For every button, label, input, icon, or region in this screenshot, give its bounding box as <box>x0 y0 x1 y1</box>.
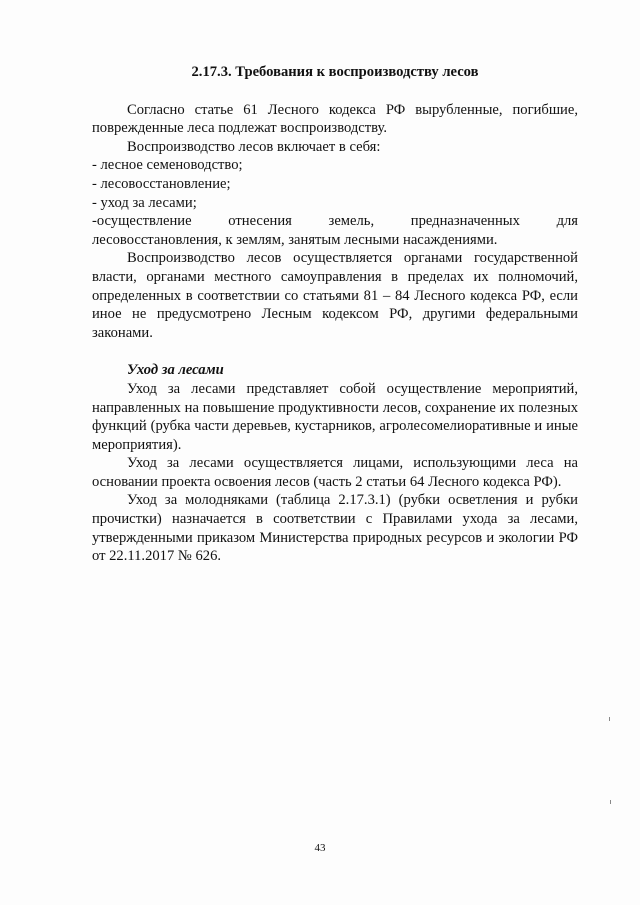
subsection-paragraph-2: Уход за лесами осуществляется лицами, использующими леса на основании проекта освоения лесов (часть 2 статьи 64 Лесного кодекса РФ). <box>92 455 578 490</box>
subsection-paragraph-3: Уход за молодняками (таблица 2.17.3.1) (рубки осветления и рубки прочистки) назначается в соответствии с Правилами ухода за лесами, утвержденными приказом Министерства природных ресурсов и экологии РФ от 22.11.2017 № 626. <box>92 492 578 565</box>
paragraph-1: Согласно статье 61 Лесного кодекса РФ вырубленные, погибшие, поврежденные леса подлежат воспроизводству. <box>92 101 578 137</box>
page-content <box>92 63 578 566</box>
list-item-1: - лесное семеноводство; <box>92 157 243 174</box>
section-heading: 2.17.3. Требования к воспроизводству лесов <box>191 64 479 80</box>
list-item-2: - лесовосстановление; <box>92 175 231 192</box>
list-item-4: -осуществление отнесения земель, предназначенных для лесовосстановления, к землям, занятым лесными насаждениями. <box>92 213 578 248</box>
paragraph-3: Воспроизводство лесов осуществляется органами государственной власти, органами местного самоуправления в пределах их полномочий, определенных в соответствии со статьями 81 – 84 Лесного кодекса РФ, если иное не предусмотрено Лесным кодексом РФ, другими федеральными законами. <box>92 250 578 341</box>
scan-speck <box>610 800 611 804</box>
page-number: 43 <box>314 842 326 854</box>
scan-speck <box>609 717 610 721</box>
paragraph-2: Воспроизводство лесов включает в себя: <box>127 138 381 155</box>
list-item-3: - уход за лесами; <box>92 194 197 211</box>
subsection-title: Уход за лесами <box>127 362 224 379</box>
subsection-paragraph-1: Уход за лесами представляет собой осуществление мероприятий, направленных на повышение продуктивности лесов, сохранение их полезных функций (рубка части деревьев, кустарников, агролесомелиоративные и иные мероприятия). <box>92 380 578 453</box>
